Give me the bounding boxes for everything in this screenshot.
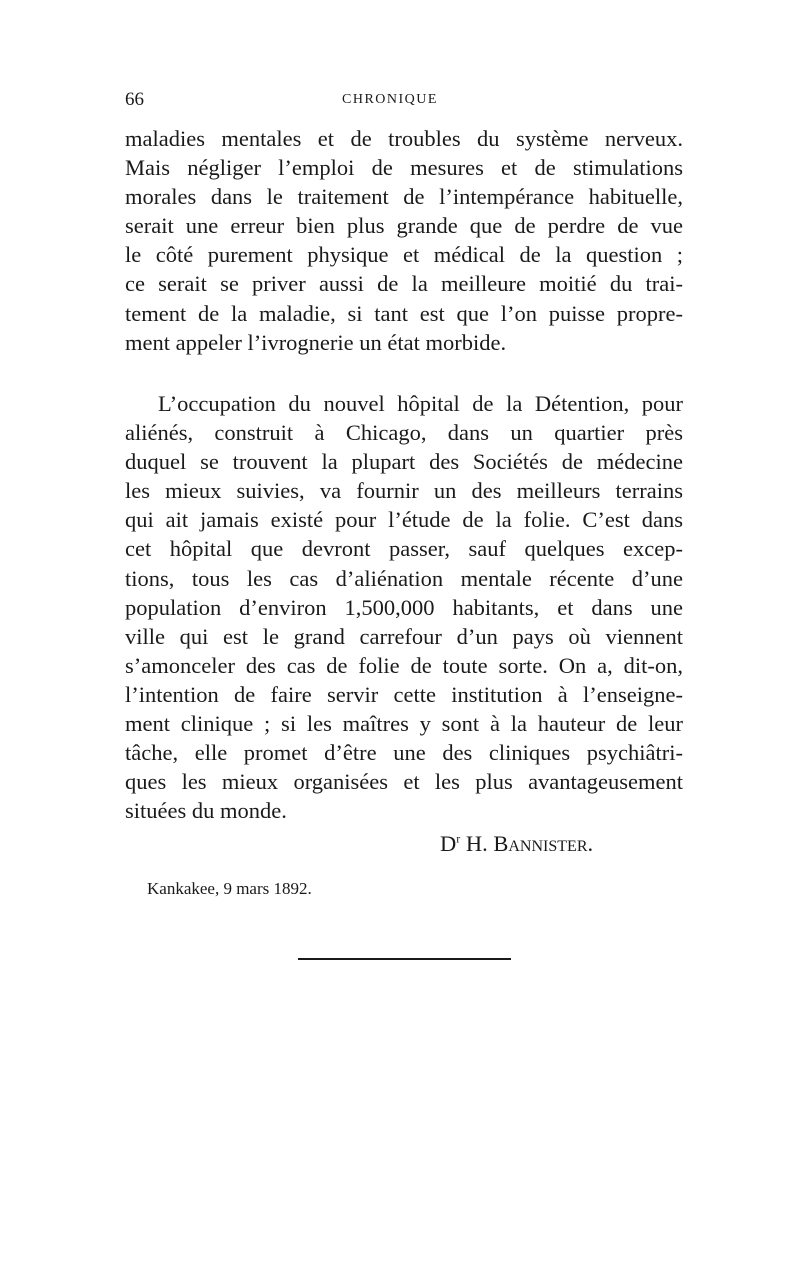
text-line: cet hôpital que devront passer, sauf quelques excep- (125, 536, 683, 562)
text-line: ville qui est le grand carrefour d’un pays où viennent (125, 623, 683, 649)
signature-title-superscript: r (456, 831, 461, 846)
text-line: duquel se trouvent la plupart des Sociétés de médecine (125, 449, 683, 475)
text-line: ques les mieux organisées et les plus avantageusement (125, 769, 683, 795)
text-line: l’intention de faire servir cette institution à l’enseigne- (125, 681, 683, 707)
text-line: tions, tous les cas d’aliénation mentale récente d’une (125, 565, 683, 591)
dateline: Kankakee, 9 mars 1892. (147, 879, 312, 898)
text-line: s’amonceler des cas de folie de toute sorte. On a, dit-on, (125, 652, 683, 678)
paragraph-2 (125, 389, 683, 825)
signature-initial: H. (465, 831, 488, 856)
text-line: serait une erreur bien plus grande que de perdre de vue (125, 213, 683, 239)
running-head: CHRONIQUE (342, 92, 438, 107)
paragraph-1 (125, 124, 683, 357)
text-line: les mieux suivies, va fournir un des meilleurs terrains (125, 478, 683, 504)
text-line: le côté purement physique et médical de la question ; (125, 242, 683, 268)
author-signature (440, 830, 593, 858)
text-line: situées du monde. (125, 798, 287, 824)
text-line: ce serait se priver aussi de la meilleure moitié du trai- (125, 271, 683, 297)
text-line: aliénés, construit à Chicago, dans un quartier près (125, 420, 683, 446)
text-line: ment appeler l’ivrognerie un état morbide. (125, 329, 507, 355)
text-line: Mais négliger l’emploi de mesures et de stimulations (125, 155, 683, 181)
page-header (125, 88, 655, 112)
section-end-rule (298, 958, 511, 960)
text-line: tement de la maladie, si tant est que l’on puisse propre- (125, 300, 683, 326)
text-line: population d’environ 1,500,000 habitants, et dans une (125, 594, 683, 620)
text-line: L’occupation du nouvel hôpital de la Détention, pour (158, 391, 683, 416)
signature-title: D (440, 831, 457, 856)
signature-surname: Bannister. (493, 831, 594, 856)
page-number: 66 (125, 89, 144, 110)
text-line: morales dans le traitement de l’intempérance habituelle, (125, 184, 683, 210)
text-line: tâche, elle promet d’être une des cliniques psychiâtri- (125, 740, 683, 766)
text-line: maladies mentales et de troubles du système nerveux. (125, 126, 683, 151)
text-line: qui ait jamais existé pour l’étude de la folie. C’est dans (125, 507, 683, 533)
text-line: ment clinique ; si les maîtres y sont à la hauteur de leur (125, 711, 683, 737)
